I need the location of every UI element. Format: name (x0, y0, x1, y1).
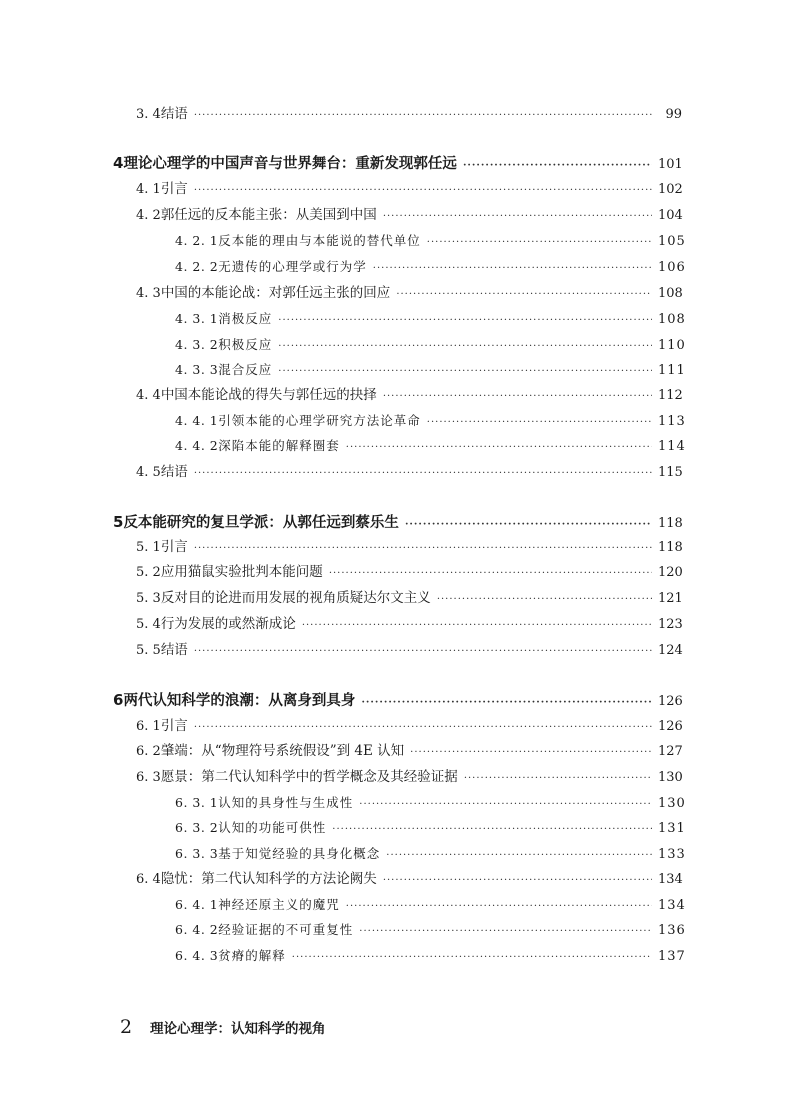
page-footer (120, 1016, 326, 1038)
toc-entry-sub[interactable] (175, 360, 686, 380)
toc-entry-sub[interactable] (175, 920, 686, 940)
toc-entry-title: 郭任远的反本能主张：从美国到中国 (160, 207, 377, 223)
dot-leader (427, 233, 652, 253)
toc-entry-sub[interactable] (175, 844, 686, 864)
toc-entry-number: 6. 2 (136, 744, 161, 759)
toc-entry-page: 121 (658, 591, 683, 606)
toc-entry-page: 111 (658, 363, 686, 378)
toc-entry-title: 引领本能的心理学研究方法论革命 (218, 413, 421, 428)
dot-leader (373, 259, 652, 279)
toc-entry-page: 113 (658, 414, 686, 429)
toc-entry-number: 4 (113, 154, 124, 172)
toc-entry-title: 基于知觉经验的具身化概念 (218, 846, 381, 861)
toc-entry-number: 6. 3. 2 (175, 820, 219, 835)
toc-entry-sub[interactable] (175, 231, 686, 251)
toc-entry-title: 神经还原主义的魔咒 (218, 897, 340, 912)
toc-entry-title: 积极反应 (218, 337, 273, 352)
toc-entry-number: 5. 4 (136, 617, 161, 632)
toc-entry-page: 102 (658, 182, 683, 197)
toc-entry-sec[interactable] (136, 869, 682, 889)
dot-leader (194, 539, 652, 559)
toc-entry-number: 4. 5 (136, 465, 161, 480)
toc-entry-number: 4. 3. 2 (175, 337, 219, 352)
toc-entry-sec[interactable] (136, 741, 682, 761)
dot-leader (346, 897, 652, 917)
toc-entry-number: 3. 4 (136, 107, 161, 122)
toc-entry-title: 结语 (160, 642, 188, 658)
toc-entry-page: 115 (658, 465, 683, 480)
toc-entry-sub[interactable] (175, 895, 686, 915)
toc-entry-number: 5. 3 (136, 591, 161, 606)
toc-entry-sec[interactable] (136, 588, 682, 608)
dot-leader (194, 106, 652, 126)
toc-entry-page: 104 (658, 208, 683, 223)
toc-entry-page: 131 (658, 821, 686, 836)
toc-entry-page: 105 (658, 234, 686, 249)
toc-entry-title: 深陷本能的解释圈套 (218, 438, 340, 453)
toc-entry-title: 结语 (160, 106, 188, 122)
toc-entry-title: 中国本能论战的得失与郭任远的抉择 (160, 387, 377, 403)
toc-entry-page: 124 (658, 643, 683, 658)
toc-entry-sec[interactable] (136, 614, 682, 634)
dot-leader (194, 464, 652, 484)
toc-entry-page: 137 (658, 949, 686, 964)
toc-entry-page: 123 (658, 617, 683, 632)
dot-leader (437, 590, 652, 610)
toc-entry-title: 认知的具身性与生成性 (218, 795, 354, 810)
dot-leader (278, 337, 652, 357)
toc-entry-number: 5 (113, 513, 124, 531)
toc-entry-title: 认知的功能可供性 (218, 820, 327, 835)
dot-leader (278, 311, 652, 331)
toc-entry-number: 4. 4. 2 (175, 438, 219, 453)
toc-entry-number: 6. 4 (136, 872, 161, 887)
toc-entry-page: 118 (658, 540, 683, 555)
toc-entry-number: 6. 4. 3 (175, 948, 219, 963)
dot-leader (194, 642, 652, 662)
dot-leader (405, 515, 652, 535)
footer-book-title: 理论心理学：认知科学的视角 (150, 1021, 326, 1037)
toc-entry-title: 两代认知科学的浪潮：从离身到具身 (123, 693, 356, 709)
dot-leader (386, 846, 652, 866)
toc-entry-title: 反本能的理由与本能说的替代单位 (218, 233, 421, 248)
toc-entry-title: 消极反应 (218, 311, 273, 326)
toc-entry-page: 127 (658, 744, 683, 759)
toc-entry-number: 4. 3. 3 (175, 362, 219, 377)
toc-entry-page: 108 (658, 286, 683, 301)
toc-entry-title: 引言 (160, 539, 188, 555)
toc-entry-sec[interactable] (136, 562, 682, 582)
dot-leader (383, 387, 652, 407)
toc-entry-number: 4. 4. 1 (175, 413, 219, 428)
toc-entry-number: 6. 4. 2 (175, 922, 219, 937)
toc-entry-title: 结语 (160, 464, 188, 480)
dot-leader (464, 769, 652, 789)
toc-entry-title: 经验证据的不可重复性 (218, 922, 354, 937)
toc-entry-sec[interactable] (136, 640, 682, 660)
dot-leader (346, 438, 652, 458)
toc-entry-number: 5. 1 (136, 540, 161, 555)
dot-leader (329, 564, 652, 584)
toc-entry-sub[interactable] (175, 411, 686, 431)
toc-entry-sub[interactable] (175, 793, 686, 813)
toc-entry-title: 无遗传的心理学或行为学 (218, 259, 367, 274)
toc-entry-sec[interactable] (136, 283, 682, 303)
toc-entry-ch[interactable] (113, 690, 682, 710)
dot-leader (194, 718, 652, 738)
toc-entry-sub[interactable] (175, 257, 686, 277)
dot-leader (396, 285, 652, 305)
dot-leader (359, 795, 652, 815)
toc-entry-page: 134 (658, 872, 683, 887)
toc-entry-sub[interactable] (175, 946, 686, 966)
toc-entry-title: 中国的本能论战：对郭任远主张的回应 (160, 285, 391, 301)
toc-entry-page: 133 (658, 847, 686, 862)
dot-leader (410, 743, 652, 763)
dot-leader (292, 948, 652, 968)
toc-entry-page: 126 (658, 694, 683, 709)
dot-leader (332, 820, 652, 840)
toc-entry-sec[interactable] (136, 462, 682, 482)
toc-entry-sub[interactable] (175, 309, 686, 329)
toc-entry-number: 4. 1 (136, 182, 161, 197)
toc-entry-number: 6. 3. 3 (175, 846, 219, 861)
toc-entry-title: 反本能研究的复旦学派：从郭任远到蔡乐生 (123, 515, 399, 531)
toc-entry-page: 108 (658, 312, 686, 327)
toc-entry-page: 136 (658, 923, 686, 938)
dot-leader (361, 693, 652, 713)
dot-leader (278, 362, 652, 382)
toc-entry-title: 混合反应 (218, 362, 273, 377)
toc-entry-page: 130 (658, 796, 686, 811)
toc-entry-sec[interactable] (136, 716, 682, 736)
toc-entry-number: 4. 2 (136, 208, 161, 223)
toc-entry-page: 126 (658, 719, 683, 734)
toc-entry-page: 112 (658, 388, 683, 403)
toc-entry-sec[interactable] (136, 205, 682, 225)
toc-entry-sub[interactable] (175, 335, 686, 355)
toc-entry-sec[interactable] (136, 179, 682, 199)
toc-entry-title: 愿景：第二代认知科学中的哲学概念及其经验证据 (160, 769, 458, 785)
toc-entry-number: 6. 1 (136, 719, 161, 734)
toc-entry-sub[interactable] (175, 436, 686, 456)
toc-entry-sec[interactable] (136, 537, 682, 557)
toc-entry-page: 118 (658, 516, 683, 531)
toc-entry-title: 行为发展的或然渐成论 (160, 616, 296, 632)
toc-entry-title: 应用猫鼠实验批判本能问题 (160, 564, 323, 580)
toc-entry-page: 114 (658, 439, 686, 454)
toc-entry-number: 4. 2. 1 (175, 233, 219, 248)
toc-entry-number: 4. 4 (136, 388, 161, 403)
toc-entry-page: 110 (658, 338, 686, 353)
toc-entry-number: 4. 2. 2 (175, 259, 219, 274)
toc-entry-number: 6. 4. 1 (175, 897, 219, 912)
dot-leader (383, 207, 652, 227)
toc-entry-title: 肇端：从“物理符号系统假设”到 4E 认知 (160, 743, 405, 759)
toc-entry-sec[interactable] (136, 385, 682, 405)
toc-entry-page: 120 (658, 565, 683, 580)
toc-entry-page: 99 (665, 107, 682, 122)
dot-leader (359, 922, 652, 942)
toc-entry-title: 引言 (160, 181, 188, 197)
toc-entry-sec[interactable] (136, 767, 682, 787)
toc-entry-title: 理论心理学的中国声音与世界舞台：重新发现郭任远 (123, 156, 457, 172)
footer-page-number: 2 (120, 1016, 133, 1038)
toc-entry-sub[interactable] (175, 818, 686, 838)
dot-leader (427, 413, 652, 433)
toc-entry-number: 4. 3. 1 (175, 311, 219, 326)
toc-entry-number: 6. 3 (136, 770, 161, 785)
toc-entry-number: 6. 3. 1 (175, 795, 219, 810)
toc-entry-title: 引言 (160, 718, 188, 734)
toc-entry-number: 5. 5 (136, 643, 161, 658)
toc-entry-page: 130 (658, 770, 683, 785)
toc-entry-ch[interactable] (113, 153, 682, 173)
toc-entry-title: 贫瘠的解释 (218, 948, 286, 963)
toc-entry-ch[interactable] (113, 512, 682, 532)
toc-entry-title: 隐忧：第二代认知科学的方法论阙失 (160, 871, 377, 887)
dot-leader (383, 871, 652, 891)
dot-leader (302, 616, 652, 636)
toc-entry-number: 6 (113, 691, 124, 709)
toc-entry-title: 反对目的论进而用发展的视角质疑达尔文主义 (160, 590, 431, 606)
dot-leader (463, 156, 652, 176)
toc-entry-sec[interactable] (136, 104, 682, 124)
toc-entry-number: 5. 2 (136, 565, 161, 580)
dot-leader (194, 181, 652, 201)
toc-entry-page: 106 (658, 260, 686, 275)
toc-entry-page: 134 (658, 898, 686, 913)
toc-entry-number: 4. 3 (136, 286, 161, 301)
toc-entry-page: 101 (658, 157, 683, 172)
